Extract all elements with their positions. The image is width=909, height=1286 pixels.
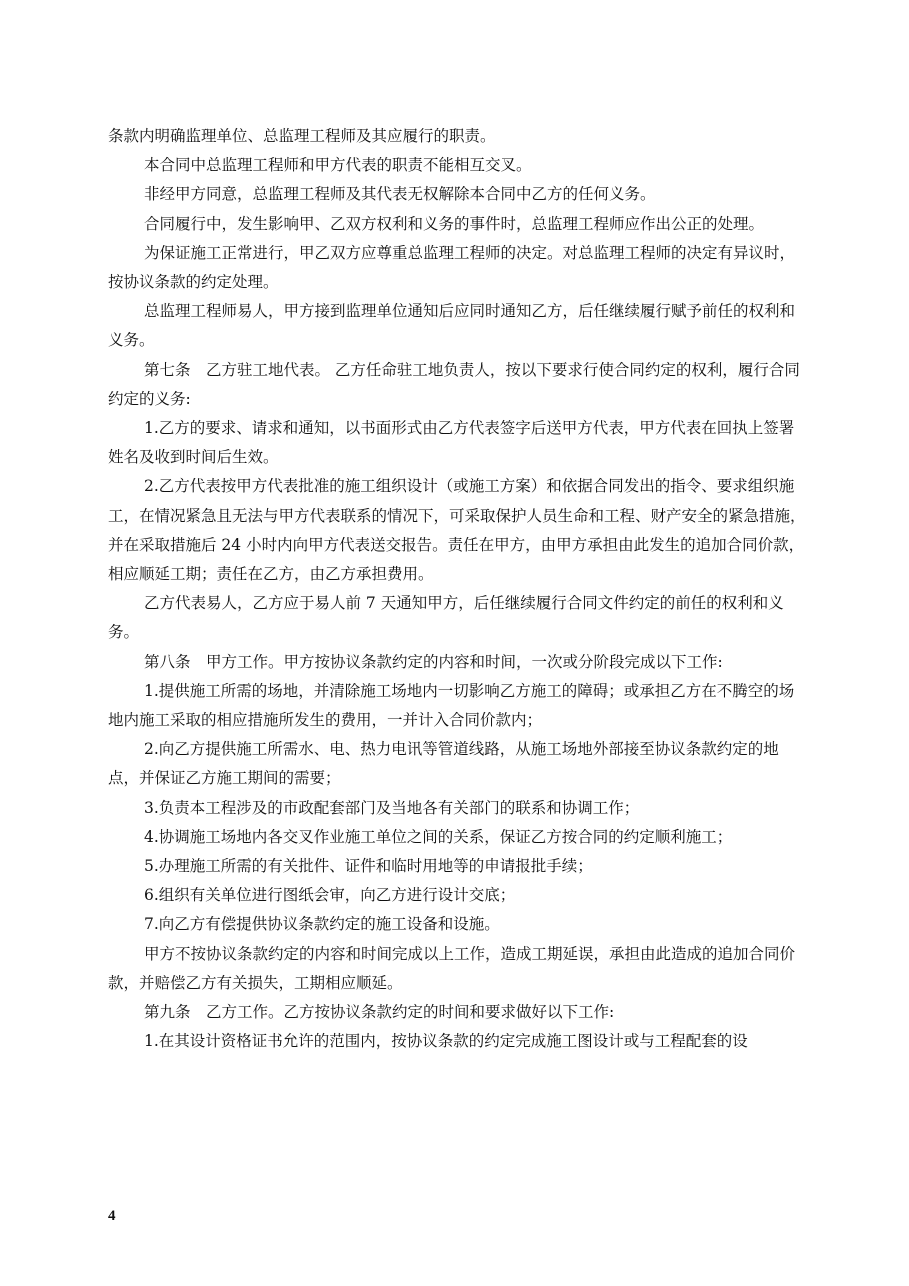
article-heading-8: 第八条 甲方工作。甲方按协议条款约定的内容和时间，一次或分阶段完成以下工作:: [144, 652, 723, 671]
paragraph: 为保证施工正常进行，甲乙双方应尊重总监理工程师的决定。对总监理工程师的决定有异议时，按协议条款的约定处理。: [108, 243, 796, 292]
article-heading-7: 第七条 乙方驻工地代表。 乙方任命驻工地负责人，按以下要求行使合同约定的权利，履行合同约定的义务:: [108, 360, 800, 408]
list-item: 1.提供施工所需的场地，并清除施工场地内一切影响乙方施工的障碍；或承担乙方在不腾空的场地内施工采取的相应措施所发生的费用，一并计入合同价款内；: [108, 681, 795, 730]
page-number: 4: [108, 1208, 116, 1224]
body-text: [108, 122, 808, 1057]
paragraph: 条款内明确监理单位、总监理工程师及其应履行的职责。: [108, 127, 496, 145]
list-item: 4.协调施工场地内各交叉作业施工单位之间的关系，保证乙方按合同的约定顺利施工；: [144, 827, 733, 846]
paragraph: 乙方代表易人，乙方应于易人前 7 天通知甲方，后任继续履行合同文件约定的前任的权利和义务。: [108, 594, 784, 642]
list-item: 2.乙方代表按甲方代表批准的施工组织设计（或施工方案）和依据合同发出的指令、要求组织施工，在情况紧急且无法与甲方代表联系的情况下，可采取保护人员生命和工程、财产安全的紧急措施，并在采取措施后 24 小时内向甲方代表送交报告。责任在甲方，由甲方承担由此发生的追加合同价款，相应顺延工期；责任在乙方，由乙方承担费用。: [108, 477, 806, 584]
list-item: 7.向乙方有偿提供协议条款约定的施工设备和设施。: [144, 915, 500, 934]
list-item: 3.负责本工程涉及的市政配套部门及当地各有关部门的联系和协调工作；: [144, 798, 640, 817]
paragraph: 甲方不按协议条款约定的内容和时间完成以上工作，造成工期延误，承担由此造成的追加合同价款，并赔偿乙方有关损失，工期相应顺延。: [108, 944, 796, 992]
paragraph: 本合同中总监理工程师和甲方代表的职责不能相互交叉。: [144, 156, 532, 175]
list-item: 1.在其设计资格证书允许的范围内，按协议条款的约定完成施工图设计或与工程配套的设: [144, 1032, 748, 1051]
paragraph: 合同履行中，发生影响甲、乙双方权利和义务的事件时，总监理工程师应作出公正的处理。: [144, 214, 765, 233]
paragraph: 非经甲方同意，总监理工程师及其代表无权解除本合同中乙方的任何义务。: [144, 185, 656, 204]
list-item: 5.办理施工所需的有关批件、证件和临时用地等的申请报批手续；: [144, 857, 593, 876]
list-item: 6.组织有关单位进行图纸会审，向乙方进行设计交底；: [144, 886, 516, 905]
list-item: 1.乙方的要求、请求和通知，以书面形式由乙方代表签字后送甲方代表，甲方代表在回执上签署姓名及收到时间后生效。: [108, 419, 795, 467]
list-item: 2.向乙方提供施工所需水、电、热力电讯等管道线路，从施工场地外部接至协议条款约定的地点，并保证乙方施工期间的需要；: [108, 740, 779, 788]
paragraph: 总监理工程师易人，甲方接到监理单位通知后应同时通知乙方，后任继续履行赋予前任的权利和义务。: [108, 302, 796, 350]
article-heading-9: 第九条 乙方工作。乙方按协议条款约定的时间和要求做好以下工作:: [144, 1003, 615, 1022]
